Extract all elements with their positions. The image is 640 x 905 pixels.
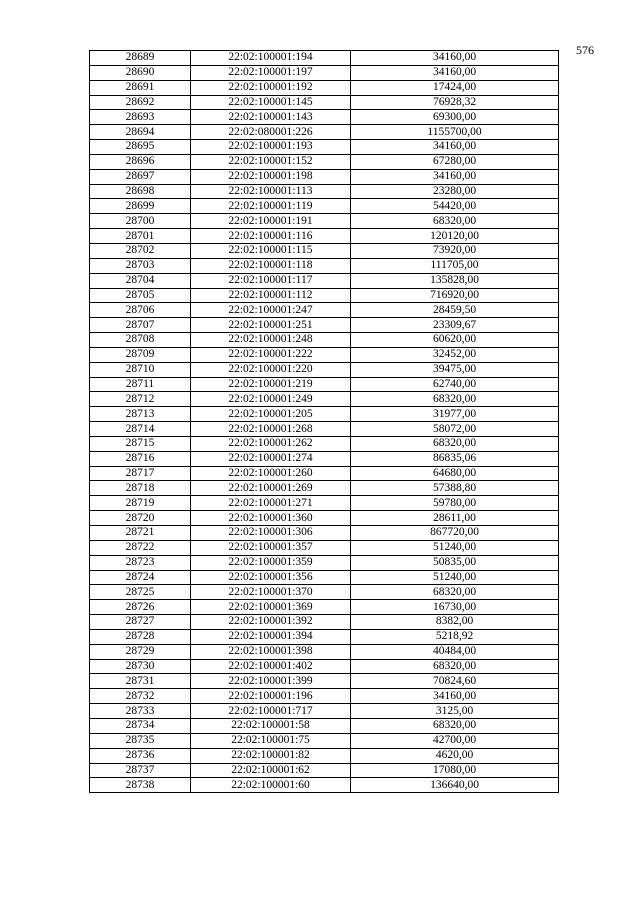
row-number-cell: 28703 bbox=[90, 258, 191, 273]
table-row bbox=[90, 65, 559, 80]
cadastral-number-cell: 22:02:100001:198 bbox=[191, 169, 351, 184]
row-number-cell: 28712 bbox=[90, 392, 191, 407]
value-cell: 32452,00 bbox=[351, 347, 559, 362]
table-row bbox=[90, 511, 559, 526]
value-cell: 51240,00 bbox=[351, 540, 559, 555]
row-number-cell: 28727 bbox=[90, 615, 191, 630]
row-number-cell: 28705 bbox=[90, 288, 191, 303]
cadastral-number-cell: 22:02:100001:360 bbox=[191, 511, 351, 526]
cadastral-number-cell: 22:02:100001:370 bbox=[191, 585, 351, 600]
value-cell: 17080,00 bbox=[351, 763, 559, 778]
row-number-cell: 28696 bbox=[90, 154, 191, 169]
value-cell: 136640,00 bbox=[351, 778, 559, 793]
cadastral-number-cell: 22:02:100001:274 bbox=[191, 451, 351, 466]
value-cell: 58072,00 bbox=[351, 422, 559, 437]
cadastral-number-cell: 22:02:100001:251 bbox=[191, 318, 351, 333]
value-cell: 54420,00 bbox=[351, 199, 559, 214]
value-cell: 69300,00 bbox=[351, 110, 559, 125]
table-row bbox=[90, 243, 559, 258]
value-cell: 8382,00 bbox=[351, 615, 559, 630]
cadastral-number-cell: 22:02:100001:116 bbox=[191, 229, 351, 244]
row-number-cell: 28736 bbox=[90, 748, 191, 763]
table-row bbox=[90, 451, 559, 466]
row-number-cell: 28704 bbox=[90, 273, 191, 288]
cadastral-number-cell: 22:02:100001:197 bbox=[191, 65, 351, 80]
row-number-cell: 28695 bbox=[90, 140, 191, 155]
cadastral-number-cell: 22:02:100001:262 bbox=[191, 436, 351, 451]
cadastral-number-cell: 22:02:100001:392 bbox=[191, 615, 351, 630]
cadastral-number-cell: 22:02:100001:219 bbox=[191, 377, 351, 392]
cadastral-number-cell: 22:02:100001:357 bbox=[191, 540, 351, 555]
value-cell: 34160,00 bbox=[351, 51, 559, 66]
cadastral-number-cell: 22:02:100001:117 bbox=[191, 273, 351, 288]
value-cell: 51240,00 bbox=[351, 570, 559, 585]
row-number-cell: 28714 bbox=[90, 422, 191, 437]
value-cell: 73920,00 bbox=[351, 243, 559, 258]
row-number-cell: 28697 bbox=[90, 169, 191, 184]
row-number-cell: 28707 bbox=[90, 318, 191, 333]
value-cell: 68320,00 bbox=[351, 585, 559, 600]
row-number-cell: 28732 bbox=[90, 689, 191, 704]
cadastral-number-cell: 22:02:100001:394 bbox=[191, 629, 351, 644]
table-row bbox=[90, 318, 559, 333]
row-number-cell: 28729 bbox=[90, 644, 191, 659]
cadastral-number-cell: 22:02:100001:193 bbox=[191, 140, 351, 155]
cadastral-number-cell: 22:02:100001:191 bbox=[191, 214, 351, 229]
value-cell: 23309,67 bbox=[351, 318, 559, 333]
value-cell: 867720,00 bbox=[351, 526, 559, 541]
value-cell: 67280,00 bbox=[351, 154, 559, 169]
table-row bbox=[90, 496, 559, 511]
value-cell: 34160,00 bbox=[351, 65, 559, 80]
table-row bbox=[90, 51, 559, 66]
row-number-cell: 28715 bbox=[90, 436, 191, 451]
table-row bbox=[90, 303, 559, 318]
registry-table bbox=[89, 50, 559, 793]
value-cell: 3125,00 bbox=[351, 704, 559, 719]
value-cell: 42700,00 bbox=[351, 733, 559, 748]
table-row bbox=[90, 110, 559, 125]
table-row bbox=[90, 273, 559, 288]
cadastral-number-cell: 22:02:100001:152 bbox=[191, 154, 351, 169]
cadastral-number-cell: 22:02:100001:717 bbox=[191, 704, 351, 719]
row-number-cell: 28690 bbox=[90, 65, 191, 80]
row-number-cell: 28735 bbox=[90, 733, 191, 748]
cadastral-number-cell: 22:02:100001:119 bbox=[191, 199, 351, 214]
cadastral-number-cell: 22:02:100001:60 bbox=[191, 778, 351, 793]
cadastral-number-cell: 22:02:100001:268 bbox=[191, 422, 351, 437]
cadastral-number-cell: 22:02:100001:260 bbox=[191, 466, 351, 481]
cadastral-number-cell: 22:02:100001:399 bbox=[191, 674, 351, 689]
cadastral-number-cell: 22:02:100001:115 bbox=[191, 243, 351, 258]
value-cell: 34160,00 bbox=[351, 689, 559, 704]
value-cell: 40484,00 bbox=[351, 644, 559, 659]
table-row bbox=[90, 718, 559, 733]
row-number-cell: 28726 bbox=[90, 600, 191, 615]
cadastral-number-cell: 22:02:100001:145 bbox=[191, 95, 351, 110]
row-number-cell: 28733 bbox=[90, 704, 191, 719]
cadastral-number-cell: 22:02:100001:356 bbox=[191, 570, 351, 585]
table-row bbox=[90, 333, 559, 348]
table-row bbox=[90, 184, 559, 199]
row-number-cell: 28723 bbox=[90, 555, 191, 570]
row-number-cell: 28719 bbox=[90, 496, 191, 511]
value-cell: 135828,00 bbox=[351, 273, 559, 288]
value-cell: 76928,32 bbox=[351, 95, 559, 110]
row-number-cell: 28717 bbox=[90, 466, 191, 481]
value-cell: 5218,92 bbox=[351, 629, 559, 644]
row-number-cell: 28698 bbox=[90, 184, 191, 199]
table-row bbox=[90, 422, 559, 437]
table-row bbox=[90, 763, 559, 778]
table-row bbox=[90, 229, 559, 244]
cadastral-number-cell: 22:02:100001:118 bbox=[191, 258, 351, 273]
value-cell: 50835,00 bbox=[351, 555, 559, 570]
row-number-cell: 28721 bbox=[90, 526, 191, 541]
row-number-cell: 28724 bbox=[90, 570, 191, 585]
value-cell: 1155700,00 bbox=[351, 125, 559, 140]
row-number-cell: 28710 bbox=[90, 362, 191, 377]
row-number-cell: 28713 bbox=[90, 407, 191, 422]
cadastral-number-cell: 22:02:100001:220 bbox=[191, 362, 351, 377]
table-row bbox=[90, 95, 559, 110]
row-number-cell: 28734 bbox=[90, 718, 191, 733]
cadastral-number-cell: 22:02:100001:271 bbox=[191, 496, 351, 511]
cadastral-number-cell: 22:02:100001:248 bbox=[191, 333, 351, 348]
cadastral-number-cell: 22:02:100001:196 bbox=[191, 689, 351, 704]
value-cell: 120120,00 bbox=[351, 229, 559, 244]
value-cell: 16730,00 bbox=[351, 600, 559, 615]
cadastral-number-cell: 22:02:100001:269 bbox=[191, 481, 351, 496]
table-row bbox=[90, 407, 559, 422]
table-row bbox=[90, 585, 559, 600]
cadastral-number-cell: 22:02:100001:402 bbox=[191, 659, 351, 674]
table-row bbox=[90, 347, 559, 362]
table-row bbox=[90, 748, 559, 763]
table-row bbox=[90, 288, 559, 303]
value-cell: 17424,00 bbox=[351, 80, 559, 95]
row-number-cell: 28720 bbox=[90, 511, 191, 526]
table-row bbox=[90, 689, 559, 704]
table-row bbox=[90, 169, 559, 184]
row-number-cell: 28700 bbox=[90, 214, 191, 229]
table-row bbox=[90, 125, 559, 140]
value-cell: 31977,00 bbox=[351, 407, 559, 422]
row-number-cell: 28722 bbox=[90, 540, 191, 555]
row-number-cell: 28706 bbox=[90, 303, 191, 318]
row-number-cell: 28699 bbox=[90, 199, 191, 214]
cadastral-number-cell: 22:02:100001:222 bbox=[191, 347, 351, 362]
table-row bbox=[90, 362, 559, 377]
table-row bbox=[90, 80, 559, 95]
table-row bbox=[90, 555, 559, 570]
value-cell: 70824,60 bbox=[351, 674, 559, 689]
cadastral-number-cell: 22:02:100001:112 bbox=[191, 288, 351, 303]
row-number-cell: 28716 bbox=[90, 451, 191, 466]
value-cell: 4620,00 bbox=[351, 748, 559, 763]
table-row bbox=[90, 570, 559, 585]
value-cell: 68320,00 bbox=[351, 718, 559, 733]
table-row bbox=[90, 481, 559, 496]
row-number-cell: 28691 bbox=[90, 80, 191, 95]
row-number-cell: 28730 bbox=[90, 659, 191, 674]
table-row bbox=[90, 392, 559, 407]
table-row bbox=[90, 466, 559, 481]
value-cell: 68320,00 bbox=[351, 659, 559, 674]
value-cell: 111705,00 bbox=[351, 258, 559, 273]
row-number-cell: 28731 bbox=[90, 674, 191, 689]
cadastral-number-cell: 22:02:100001:194 bbox=[191, 51, 351, 66]
table-row bbox=[90, 778, 559, 793]
cadastral-number-cell: 22:02:100001:75 bbox=[191, 733, 351, 748]
row-number-cell: 28692 bbox=[90, 95, 191, 110]
value-cell: 59780,00 bbox=[351, 496, 559, 511]
row-number-cell: 28708 bbox=[90, 333, 191, 348]
row-number-cell: 28694 bbox=[90, 125, 191, 140]
table-row bbox=[90, 526, 559, 541]
cadastral-number-cell: 22:02:100001:192 bbox=[191, 80, 351, 95]
cadastral-number-cell: 22:02:100001:306 bbox=[191, 526, 351, 541]
table-row bbox=[90, 674, 559, 689]
row-number-cell: 28709 bbox=[90, 347, 191, 362]
cadastral-number-cell: 22:02:100001:359 bbox=[191, 555, 351, 570]
table-row bbox=[90, 629, 559, 644]
table-row bbox=[90, 199, 559, 214]
cadastral-number-cell: 22:02:100001:113 bbox=[191, 184, 351, 199]
value-cell: 64680,00 bbox=[351, 466, 559, 481]
row-number-cell: 28689 bbox=[90, 51, 191, 66]
row-number-cell: 28702 bbox=[90, 243, 191, 258]
value-cell: 68320,00 bbox=[351, 392, 559, 407]
value-cell: 39475,00 bbox=[351, 362, 559, 377]
row-number-cell: 28693 bbox=[90, 110, 191, 125]
value-cell: 28459,50 bbox=[351, 303, 559, 318]
cadastral-number-cell: 22:02:100001:82 bbox=[191, 748, 351, 763]
cadastral-number-cell: 22:02:100001:143 bbox=[191, 110, 351, 125]
cadastral-number-cell: 22:02:080001:226 bbox=[191, 125, 351, 140]
value-cell: 57388,80 bbox=[351, 481, 559, 496]
table-row bbox=[90, 644, 559, 659]
row-number-cell: 28738 bbox=[90, 778, 191, 793]
table-row bbox=[90, 377, 559, 392]
table-row bbox=[90, 154, 559, 169]
cadastral-number-cell: 22:02:100001:249 bbox=[191, 392, 351, 407]
value-cell: 34160,00 bbox=[351, 169, 559, 184]
table-row bbox=[90, 659, 559, 674]
table-row bbox=[90, 258, 559, 273]
table-row bbox=[90, 704, 559, 719]
value-cell: 60620,00 bbox=[351, 333, 559, 348]
value-cell: 62740,00 bbox=[351, 377, 559, 392]
row-number-cell: 28701 bbox=[90, 229, 191, 244]
table-row bbox=[90, 436, 559, 451]
cadastral-number-cell: 22:02:100001:205 bbox=[191, 407, 351, 422]
row-number-cell: 28737 bbox=[90, 763, 191, 778]
cadastral-number-cell: 22:02:100001:58 bbox=[191, 718, 351, 733]
row-number-cell: 28728 bbox=[90, 629, 191, 644]
value-cell: 23280,00 bbox=[351, 184, 559, 199]
value-cell: 716920,00 bbox=[351, 288, 559, 303]
table-row bbox=[90, 214, 559, 229]
table-row bbox=[90, 733, 559, 748]
table-row bbox=[90, 615, 559, 630]
row-number-cell: 28725 bbox=[90, 585, 191, 600]
table-row bbox=[90, 540, 559, 555]
page-number: 576 bbox=[576, 43, 594, 57]
row-number-cell: 28711 bbox=[90, 377, 191, 392]
cadastral-number-cell: 22:02:100001:62 bbox=[191, 763, 351, 778]
value-cell: 34160,00 bbox=[351, 140, 559, 155]
table-row bbox=[90, 140, 559, 155]
value-cell: 86835,06 bbox=[351, 451, 559, 466]
row-number-cell: 28718 bbox=[90, 481, 191, 496]
value-cell: 68320,00 bbox=[351, 214, 559, 229]
cadastral-number-cell: 22:02:100001:369 bbox=[191, 600, 351, 615]
value-cell: 28611,00 bbox=[351, 511, 559, 526]
registry-table-body bbox=[90, 51, 559, 793]
table-row bbox=[90, 600, 559, 615]
cadastral-number-cell: 22:02:100001:247 bbox=[191, 303, 351, 318]
value-cell: 68320,00 bbox=[351, 436, 559, 451]
cadastral-number-cell: 22:02:100001:398 bbox=[191, 644, 351, 659]
